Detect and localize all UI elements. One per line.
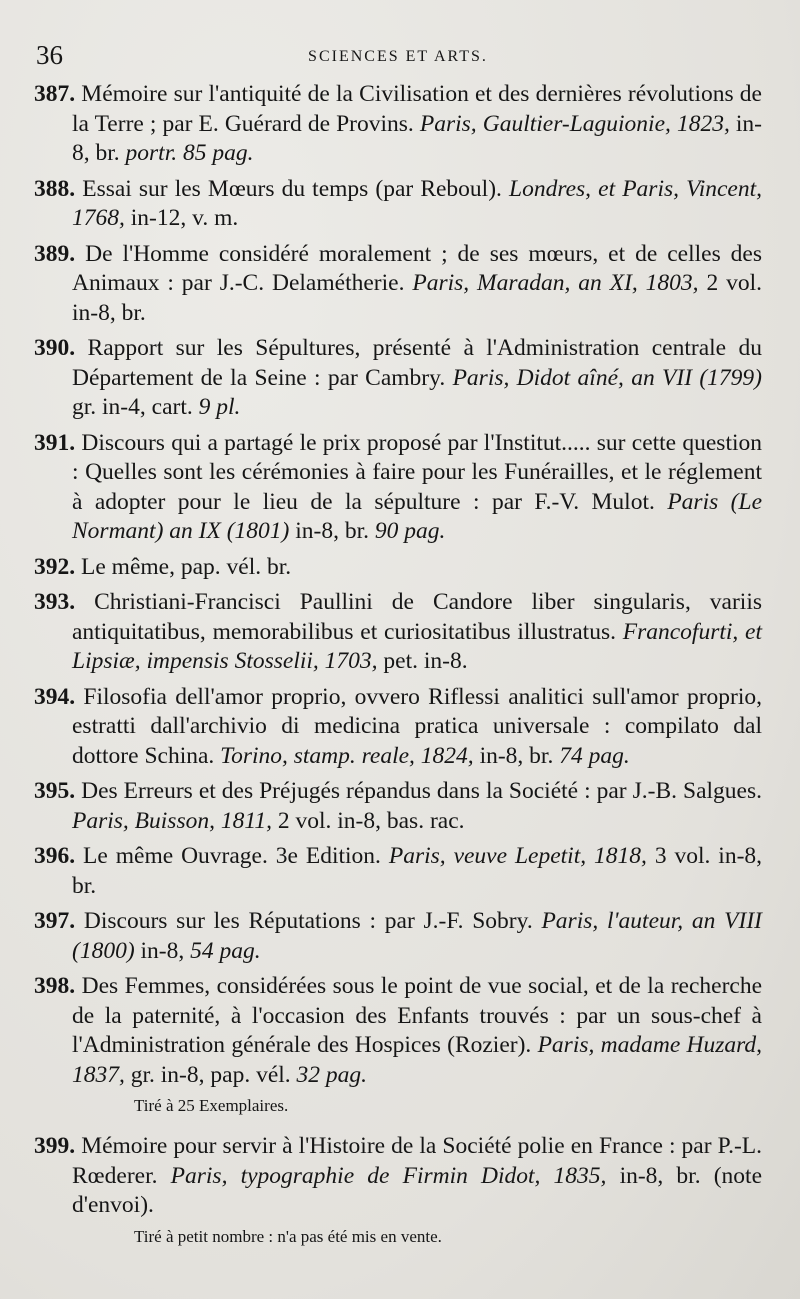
entry-imprint: Paris, veuve Lepetit, 1818, <box>388 843 647 869</box>
entry-text: Christiani-Francisci Paullini de Candore liber singularis, variis antiquitatibus, memorabilibus et curiositatibus illustratus. <box>72 589 762 645</box>
entry-number: 397. <box>34 908 76 934</box>
entry-extra: 90 pag. <box>374 518 446 544</box>
entry-text: Filosofia dell'amor proprio, ovvero Riflessi analitici sull'amor proprio, estratti dall'archivio di medicina pratica universale : compilato dal dottore Schina. <box>72 683 762 769</box>
catalog-entry <box>34 80 762 169</box>
entry-details: in-8, br. <box>72 110 762 166</box>
entry-number: 391. <box>34 429 76 456</box>
entry-text: Rapport sur les Sépultures, présenté à l'Administration centrale du Département de la Seine : par Cambry. <box>72 335 762 391</box>
catalog-entry <box>34 1132 762 1221</box>
entry-imprint: Torino, stamp. reale, 1824, <box>220 742 474 769</box>
entry-text: Le même Ouvrage. 3e Edition. <box>83 843 381 869</box>
entry-text: Des Femmes, considérées sous le point de vue social, et de la recherche de la paternité, à l'occasion des Enfants trouvés : par un sous-chef à l'Administration générale des Hospices (Rozier). <box>72 973 763 1058</box>
running-head: SCIENCES ET ARTS. <box>308 48 488 65</box>
entry-note: Tiré à 25 Exemplaires. <box>134 1096 289 1115</box>
entry-text: Mémoire sur l'antiquité de la Civilisation et des dernières révolutions de la Terre ; par E. Guérard de Provins. <box>72 81 762 137</box>
entry-details: gr. in-8, pap. vél. <box>130 1061 291 1088</box>
entry-number: 389. <box>34 240 76 267</box>
spacer <box>34 1124 762 1132</box>
entry-note: Tiré à petit nombre : n'a pas été mis en vente. <box>134 1226 442 1246</box>
catalog-entry <box>34 240 762 329</box>
entry-number: 395. <box>34 778 76 804</box>
entry-details: in-12, v. m. <box>130 205 239 231</box>
entry-text: Discours qui a partagé le prix proposé par l'Institut..... sur cette question : Quelles sont les cérémonies à faire pour les Funérailles, et le réglement à adopter pour le lieu de la sépulture : par F.-V. Mulot. <box>72 429 763 515</box>
entry-imprint: Paris, Maradan, an XI, 1803, <box>412 270 699 296</box>
entry-imprint: Paris, Buisson, 1811, <box>72 807 272 834</box>
entry-imprint: Paris (Le Normant) an IX (1801) <box>72 488 763 544</box>
entry-text: Mémoire pour servir à l'Histoire de la Société polie en France : par P.-L. Rœderer. <box>72 1133 762 1189</box>
entry-number: 393. <box>34 589 76 615</box>
catalog-entry <box>34 777 762 836</box>
entry-number: 387. <box>34 81 76 107</box>
entry-details: 2 vol. in-8, br. <box>72 270 763 326</box>
entry-extra: 32 pag. <box>296 1061 368 1088</box>
catalog-entry <box>34 334 762 423</box>
catalog-entry <box>34 175 762 234</box>
entry-details: 3 vol. in-8, br. <box>72 843 763 899</box>
entry-imprint: Londres, et Paris, Vincent, 1768, <box>72 175 762 231</box>
entry-details: 2 vol. in-8, bas. rac. <box>277 807 465 834</box>
entry-number: 396. <box>34 843 76 869</box>
catalog-entry <box>34 588 762 677</box>
entry-details: in-8, br. <box>479 742 554 769</box>
entry-imprint: Paris, typographie de Firmin Didot, 1835, <box>170 1162 607 1189</box>
entry-imprint: Francofurti, et Lipsiæ, impensis Stosselii, 1703, <box>72 618 763 674</box>
entry-details: in-8, <box>140 937 185 964</box>
entry-imprint: Paris, l'auteur, an VIII (1800) <box>72 908 763 964</box>
entry-number: 394. <box>34 683 76 710</box>
entry-details: gr. in-4, cart. <box>72 394 193 420</box>
entry-text: Essai sur les Mœurs du temps (par Reboul). <box>82 175 502 202</box>
catalog-entry <box>34 972 762 1090</box>
catalog-entry <box>34 907 762 966</box>
entry-number: 392. <box>34 553 76 580</box>
entry-extra: 9 pl. <box>198 394 241 420</box>
entry-number: 388. <box>34 175 76 202</box>
catalog-entry <box>34 553 762 583</box>
entry-details: pet. in-8. <box>383 648 468 674</box>
entry-text: Des Erreurs et des Préjugés répandus dans la Société : par J.-B. Salgues. <box>81 778 762 804</box>
entry-extra: portr. 85 pag. <box>125 140 254 166</box>
catalog-entry <box>34 429 762 547</box>
entry-imprint: Paris, madame Huzard, 1837, <box>72 1032 763 1088</box>
catalog-entry <box>34 683 762 772</box>
entry-number: 398. <box>34 973 76 999</box>
entry-details: in-8, br. (note d'envoi). <box>72 1162 763 1218</box>
entry-text: De l'Homme considéré moralement ; de ses mœurs, et de celles des Animaux : par J.-C. Delamétherie. <box>72 240 763 296</box>
entry-extra: 54 pag. <box>190 937 261 964</box>
entry-imprint: Paris, Gaultier-Laguionie, 1823, <box>419 110 730 137</box>
entry-extra: 74 pag. <box>559 742 630 769</box>
entry-number: 399. <box>34 1133 76 1159</box>
entry-details: in-8, br. <box>295 518 369 544</box>
entry-text: Discours sur les Réputations : par J.-F. Sobry. <box>83 908 533 934</box>
catalog-entry <box>34 842 762 901</box>
entry-number: 390. <box>34 335 76 361</box>
page-number: 36 <box>36 40 63 70</box>
page-header <box>34 40 762 76</box>
entry-text: Le même, pap. vél. br. <box>81 553 292 580</box>
entry-imprint: Paris, Didot aîné, an VII (1799) <box>452 364 762 391</box>
